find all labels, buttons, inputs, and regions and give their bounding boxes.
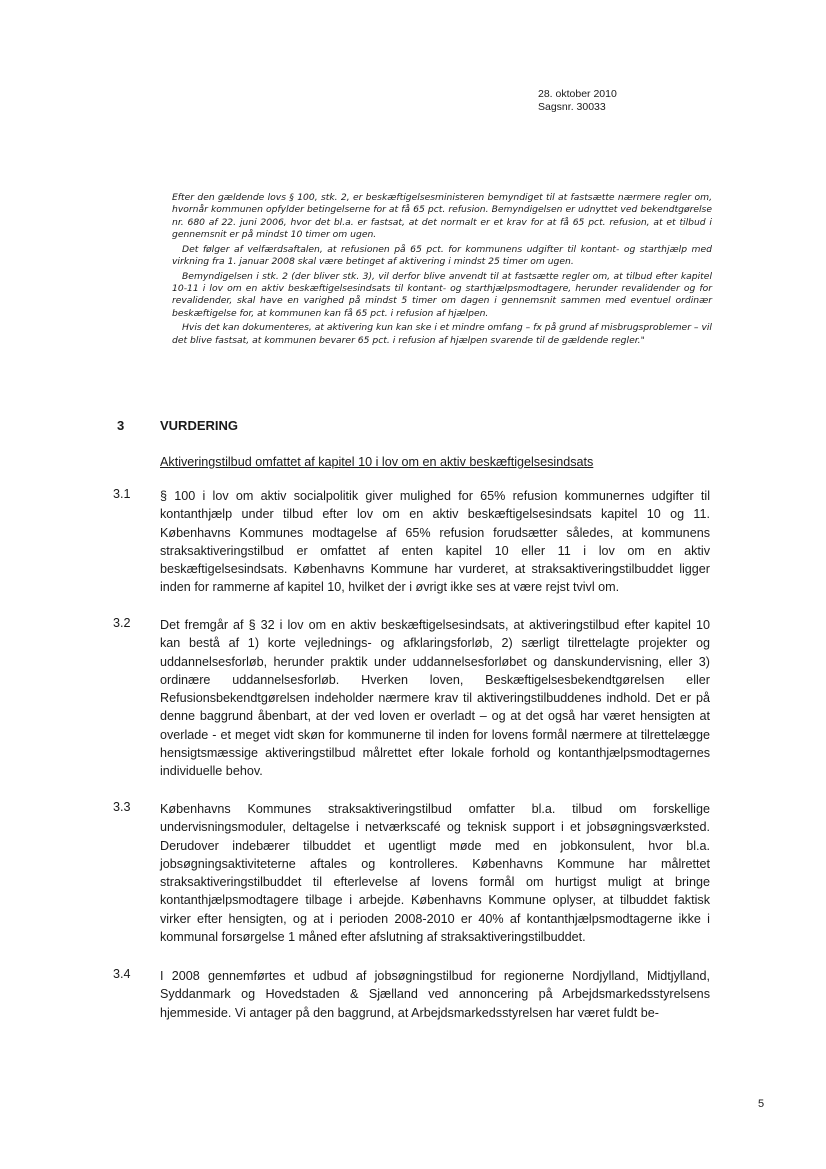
paragraph-text: Københavns Kommunes straksaktiveringstilbud omfatter bl.a. tilbud om forskellige undervisningsmoduler, deltagelse i netværkscafé og teknisk support i et jobsøgningsværksted. Derudover indebærer tilbuddet et ugentligt møde med en jobkonsulent, hvor bl.a. jobsøgningsaktiviteterne aftales og kontrolleres. Københavns Kommune har målrettet straksaktiveringstilbuddet til efterlevelse af lovens formål om hurtigst muligt at bringe kontanthjælpsmodtagere tilbage i arbejde. Københavns Kommune oplyser, at tilbuddet faktisk virker efter hensigten, og at i perioden 2008-2010 er 40% af kontanthjælpsmodtagerne ikke i kommunal forsørgelse 1 måned efter afslutning af straksaktiveringstilbuddet. [160,802,710,945]
quote-paragraph: Hvis det kan dokumenteres, at aktivering kun kan ske i et mindre omfang – fx på grund af misbrugsproblemer – vil det blive fastsat, at kommunen bevarer 65 pct. i refusion af hjælpen svarende til de gældende regler." [172,322,712,346]
paragraph-text: Det fremgår af § 32 i lov om en aktiv beskæftigelsesindsats, at aktiveringstilbud efter kapitel 10 kan bestå af 1) korte vejlednings- og afklaringsforløb, 2) særligt tilrettelagte projekter og uddannelsesforløb, herunder praktik under uddannelsesforløbet og danskundervisning, eller 3) ordinære uddannelsesforløb. Hverken loven, Beskæftigelsesbekendtgørelsen eller Refusionsbekendtgørelsen indeholder nærmere krav til aktiveringstilbuddenes indhold. Det er på denne baggrund åbenbart, at der ved loven er overladt – og at det også har været hensigten at overlade - et meget vidt skøn for kommunerne til inden for lovens formål nærmere at tilrettelægge hensigtsmæssige aktiveringstilbud målrettet efter lokale forhold og kontanthjælpsmodtagernes individuelle behov. [160,618,710,779]
paragraph-text: I 2008 gennemførtes et udbud af jobsøgningstilbud for regionerne Nordjylland, Midtjylland, Syddanmark og Hovedstaden & Sjælland ved annoncering på Arbejdsmarkedsstyrelsens hjemmeside. Vi antager på den baggrund, at Arbejdsmarkedsstyrelsen har været fuldt be- [160,969,710,1020]
header-meta [538,88,617,114]
document-date: 28. oktober 2010 [538,88,617,100]
quote-paragraph: Efter den gældende lovs § 100, stk. 2, er beskæftigelsesministeren bemyndiget til at fastsætte nærmere regler om, hvornår kommunen opfylder betingelserne for at få 65 pct. refusion. Bemyndigelsen er udnyttet ved bekendtgørelse nr. 680 af 22. juni 2006, hvor det bl.a. er fastsat, at det normalt er et krav for at få 65 pct. refusion, at et tilbud i gennemsnit er på mindst 10 timer om ugen. [172,192,712,240]
paragraph-number: 3.2 [113,616,131,630]
section-subheading: Aktiveringstilbud omfattet af kapitel 10 i lov om en aktiv beskæftigelsesindsats [160,455,594,469]
page-number: 5 [758,1098,765,1110]
quote-paragraph: Bemyndigelsen i stk. 2 (der bliver stk. 3), vil derfor blive anvendt til at fastsætte regler om, at tilbud efter kapitel 10-11 i lov om en aktiv beskæftigelsesindsats til kontant- og starthjælpsmodtagere, herunder revalidender og for revalidender, skal have en varighed på mindst 5 timer om dagen i gennemsnit sammen med eventuel ordinær beskæftigelse for, at kommunen kan få 65 pct. i refusion af hjælpen. [172,270,712,319]
section-title: VURDERING [160,418,239,433]
paragraph-number: 3.1 [113,487,131,501]
paragraph-text: § 100 i lov om aktiv socialpolitik giver mulighed for 65% refusion kommunernes udgifter til kontanthjælp under tilbud efter lov om en aktiv beskæftigelsesindsats kapitel 10 og 11. Københavns Kommunes modtagelse af 65% refusion forudsætter således, at kommunens straksaktiveringstilbud er omfattet af enten kapitel 10 eller 11 i lov om en aktiv beskæftigelsesindsats. Københavns Kommune har vurderet, at straksaktiveringstilbuddet ligger inden for rammerne af kapitel 10, hvilket der i øvrigt ikke ses at være rejst tvivl om. [160,489,710,595]
case-number: Sagsnr. 30033 [538,101,606,113]
quote-paragraph: Det følger af velfærdsaftalen, at refusionen på 65 pct. for kommunens udgifter til kontant- og starthjælp med virkning fra 1. januar 2008 skal være betinget af aktivering i mindst 25 timer om ugen. [172,243,712,267]
paragraph-number: 3.3 [113,800,131,814]
paragraph-number: 3.4 [113,967,131,981]
section-number: 3 [117,418,125,433]
quoted-legal-text [172,192,712,350]
